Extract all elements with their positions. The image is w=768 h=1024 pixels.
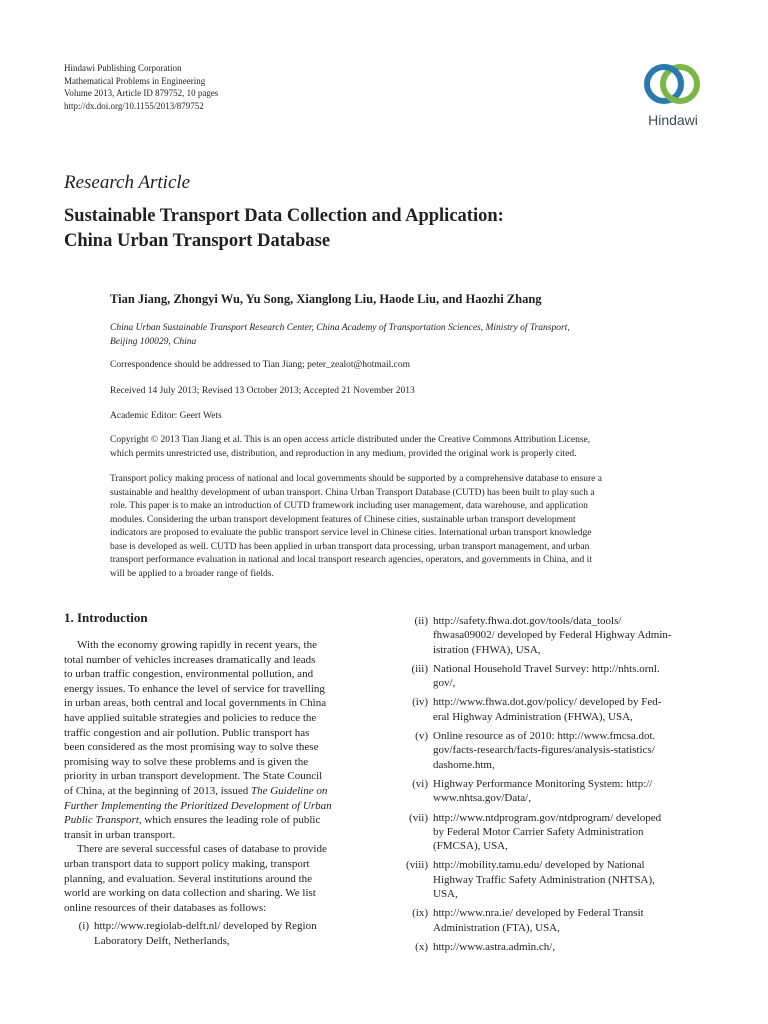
abstract-line: modules. Considering the urban transport development features of Chinese cities, sustainable urban transport development (110, 514, 576, 525)
affiliation-line: China Urban Sustainable Transport Research Center, China Academy of Transportation Sciences, Ministry of Transport, (110, 323, 570, 333)
abstract-line: indicators are proposed to evaluate the public transport service level in Chinese cities. International urban transport knowledge (110, 528, 592, 538)
resource-item (398, 614, 704, 657)
resource-link[interactable]: http://mobility.tamu.edu/ developed by National (433, 859, 645, 872)
resource-number: (i) (78, 920, 89, 933)
volume-info: Volume 2013, Article ID 879752, 10 pages (64, 88, 219, 98)
abstract-line: role. This paper is to make an introduction of CUTD framework including user management, data warehouse, and application (110, 501, 588, 511)
resource-text: Administration (FTA), USA, (433, 921, 560, 934)
abstract-line: base is developed as well. CUTD has been applied in urban transport data processing, urban transport management, and urban (110, 541, 590, 552)
publisher-info (64, 62, 218, 112)
resource-link[interactable]: http://www.ntdprogram.gov/ntdprogram/ developed (433, 811, 662, 824)
copyright-notice (110, 433, 703, 461)
intro-line (64, 784, 372, 799)
author-list: Tian Jiang, Zhongyi Wu, Yu Song, Xianglong Liu, Haode Liu, and Haozhi Zhang (110, 292, 542, 306)
resource-number: (ix) (412, 907, 428, 920)
resource-item (398, 811, 704, 854)
intro-line: With the economy growing rapidly in recent years, the (77, 639, 317, 651)
intro-text: , which ensures the leading role of public (138, 814, 321, 827)
resource-number: (vi) (412, 777, 428, 790)
abstract-line: Transport policy making process of national and local governments should be supported by a comprehensive database to ensure a (110, 474, 602, 484)
resource-text: Laboratory Delft, Netherlands, (94, 934, 230, 947)
resource-item (398, 906, 704, 935)
resource-number: (vii) (409, 811, 428, 824)
resource-text[interactable]: Highway Performance Monitoring System: http:// (433, 777, 653, 790)
resource-text: Highway Traffic Safety Administration (NHTSA), (433, 873, 655, 886)
resource-text: by Federal Motor Carrier Safety Administration (433, 825, 644, 838)
intro-line: promising way to solve these problems and is given the (64, 755, 309, 768)
copyright-line: which permits unrestricted use, distribution, and reproduction in any medium, provided the original work is properly cited. (110, 449, 577, 459)
resource-text[interactable]: Online resource as of 2010: http://www.fmcsa.dot. (433, 730, 656, 743)
intro-line: energy issues. To enhance the level of service for travelling (64, 682, 325, 695)
resource-text: eral Highway Administration (FHWA), USA, (433, 710, 633, 723)
title-line: Sustainable Transport Data Collection and Application: (64, 206, 504, 226)
resource-text: dashome.htm, (433, 758, 495, 771)
intro-line: been considered as the most promising way to solve these (64, 741, 319, 754)
hindawi-wordmark: Hindawi (648, 112, 698, 128)
resource-item (398, 777, 704, 806)
intro-line: There are several successful cases of database to provide (77, 843, 327, 856)
publisher-name: Hindawi Publishing Corporation (64, 63, 182, 73)
resource-link[interactable]: http://www.astra.admin.ch/, (433, 940, 556, 953)
resource-item (398, 858, 704, 901)
resource-number: (ii) (414, 615, 428, 627)
resource-item (398, 662, 704, 691)
intro-line: urban transport data to support policy making, transport (64, 857, 310, 870)
intro-line: traffic congestion and air pollution. Public transport has (64, 726, 310, 739)
intro-line: transit in urban transport. (64, 828, 176, 841)
intro-line: to urban traffic congestion, environmental pollution, and (64, 668, 314, 681)
guideline-title: Public Transport (64, 814, 139, 827)
resource-item (64, 919, 372, 934)
resource-number: (v) (415, 730, 428, 743)
copyright-line: Copyright © 2013 Tian Jiang et al. This is an open access article distributed under the Creative Commons Attribution License, (110, 435, 591, 445)
resource-link[interactable]: http://www.nra.ie/ developed by Federal Transit (433, 907, 644, 920)
intro-line: online resources of their databases as follows: (64, 901, 267, 914)
resource-text: fhwasa09002/ developed by Federal Highway Admin- (433, 629, 672, 642)
intro-line (64, 813, 372, 828)
title-line: China Urban Transport Database (64, 231, 331, 251)
resource-text[interactable]: National Household Travel Survey: http://nhts.ornl. (433, 662, 660, 675)
guideline-title: Further Implementing the Prioritized Development of Urban (64, 799, 332, 812)
resource-number: (iv) (412, 696, 428, 709)
resource-link[interactable]: http://www.regiolab-delft.nl/ developed by Region (94, 920, 317, 933)
journal-name: Mathematical Problems in Engineering (64, 75, 206, 86)
resource-link[interactable]: http://safety.fhwa.dot.gov/tools/data_tools/ (433, 615, 622, 627)
resource-text: gov/facts-research/facts-figures/analysis-statistics/ (433, 744, 655, 757)
guideline-title: The Guideline on (250, 784, 328, 797)
resource-link[interactable]: http://www.fhwa.dot.gov/policy/ developed by Fed- (433, 696, 662, 709)
resource-text: istration (FHWA), USA, (433, 643, 541, 656)
affiliation-line: Beijing 100029, China (110, 337, 197, 347)
resource-list (398, 614, 704, 959)
intro-line: planning, and evaluation. Several institutions around the (64, 872, 313, 885)
intro-line: priority in urban transport development. The State Council (64, 770, 323, 783)
intro-column-left (64, 638, 372, 948)
abstract (110, 473, 703, 581)
resource-text: gov/, (433, 677, 456, 690)
intro-line: have applied suitable strategies and policies to reduce the (64, 711, 317, 724)
intro-line (64, 799, 372, 814)
academic-editor: Academic Editor: Geert Wets (110, 411, 222, 421)
resource-text: (FMCSA), USA, (433, 840, 508, 853)
abstract-line: will be applied to a broader range of fields. (110, 568, 274, 579)
resource-item (398, 940, 704, 954)
affiliation (110, 321, 570, 349)
intro-line: world are working on data collection and sharing. We list (64, 887, 316, 900)
article-type: Research Article (64, 172, 191, 193)
received-dates: Received 14 July 2013; Revised 13 October 2013; Accepted 21 November 2013 (110, 386, 415, 396)
hindawi-logo (634, 60, 710, 140)
abstract-line: sustainable and healthy development of urban transport. China Urban Transport Database (CUTD) has been built to play such a (110, 487, 595, 498)
resource-number: (x) (415, 940, 428, 953)
abstract-line: transport performance evaluation in national and local transport research agencies, operators, and governments in China, and it (110, 555, 592, 565)
intro-line: in urban areas, both central and local governments in China (64, 697, 327, 710)
intro-text: of China, at the beginning of 2013, issued (64, 784, 251, 797)
correspondence: Correspondence should be addressed to Tian Jiang; peter_zealot@hotmail.com (110, 360, 411, 370)
resource-number: (iii) (411, 662, 428, 675)
paper-title (64, 204, 504, 254)
resource-text: USA, (433, 888, 458, 901)
doi-link[interactable]: http://dx.doi.org/10.1155/2013/879752 (64, 100, 204, 111)
section-heading: 1. Introduction (64, 610, 148, 625)
hindawi-rings-icon (634, 60, 710, 112)
resource-item (398, 729, 704, 772)
resource-number: (viii) (406, 859, 428, 872)
intro-line: total number of vehicles increases dramatically and leads (64, 653, 316, 666)
resource-item (398, 695, 704, 724)
resource-text: www.nhtsa.gov/Data/, (433, 792, 531, 805)
